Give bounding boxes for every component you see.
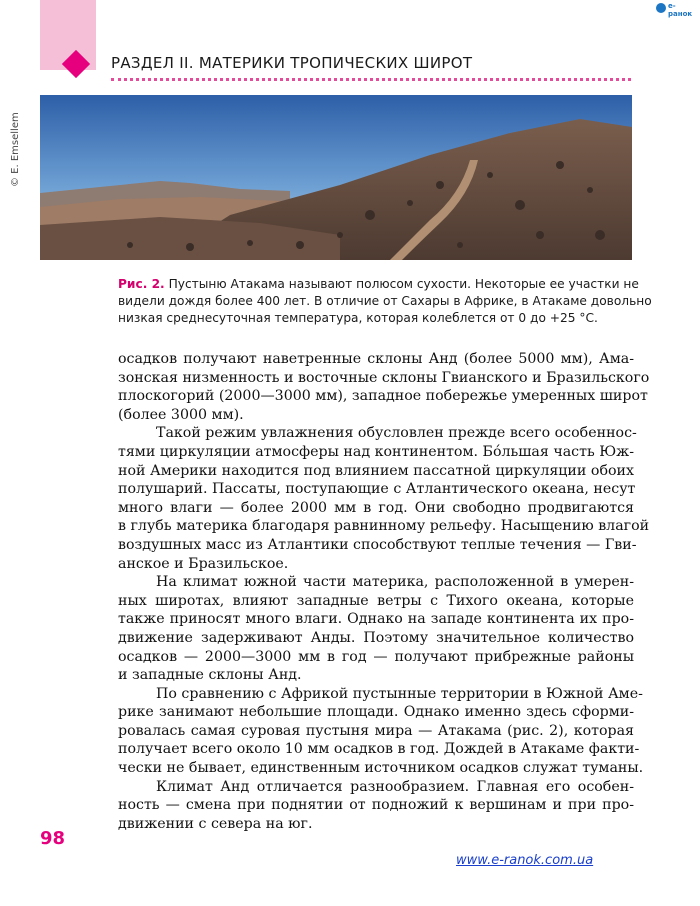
photo-credit: © E. Emsellem bbox=[10, 112, 21, 187]
page-number: 98 bbox=[40, 828, 66, 849]
logo-circle-icon bbox=[656, 3, 666, 13]
text-line: тями циркуляции атмосферы над континентом. Бóльшая часть Юж- bbox=[118, 443, 634, 460]
atacama-photo bbox=[40, 95, 632, 260]
section-title: РАЗДЕЛ II. МАТЕРИКИ ТРОПИЧЕСКИХ ШИРОТ bbox=[111, 54, 473, 72]
text-line: На климат южной части материка, расположенной в умерен- bbox=[156, 574, 634, 591]
text-line: зонская низменность и восточные склоны Гвианского и Бразильского bbox=[118, 369, 650, 386]
text-line: много влаги — более 2000 мм в год. Они свободно продвигаются bbox=[118, 499, 634, 516]
text-line: рике занимают небольшие площади. Однако именно здесь сформи- bbox=[118, 704, 634, 721]
figure-caption bbox=[118, 276, 652, 327]
text-line: ровалась самая суровая пустыня мира — Атакама (рис. 2), которая bbox=[118, 722, 634, 739]
text-line: осадков получают наветренные склоны Анд (более 5000 мм), Ама- bbox=[118, 351, 634, 367]
figure-label: Рис. 2. bbox=[118, 277, 165, 291]
text-line: полушарий. Пассаты, поступающие с Атлантического океана, несут bbox=[118, 481, 636, 498]
text-line: ной Америки находится под влиянием пассатной циркуляции обоих bbox=[118, 462, 634, 479]
main-text bbox=[118, 350, 650, 833]
text-line: движение задерживают Анды. Поэтому значительное количество bbox=[118, 629, 634, 646]
text-line: (более 3000 мм). bbox=[118, 406, 244, 423]
publisher-logo bbox=[656, 2, 693, 18]
caption-text: Пустыню Атакама называют полюсом сухости. Некоторые ее участки не bbox=[168, 277, 639, 291]
text-line: По сравнению с Африкой пустынные территории в Южной Аме- bbox=[156, 685, 643, 702]
text-line: осадков — 2000—3000 мм в год — получают прибрежные районы bbox=[118, 648, 634, 665]
text-line: ность — смена при поднятии от подножий к вершинам и при про- bbox=[118, 797, 634, 814]
text-line: Климат Анд отличается разнообразием. Главная его особен- bbox=[156, 778, 634, 795]
text-line: плоскогорий (2000—3000 мм), западное побережье умеренных широт bbox=[118, 388, 648, 405]
text-line: получает всего около 10 мм осадков в год. Дождей в Атакаме факти- bbox=[118, 741, 640, 758]
header-divider bbox=[111, 78, 631, 81]
caption-line bbox=[118, 276, 639, 293]
website-link[interactable]: www.e-ranok.com.ua bbox=[456, 853, 594, 868]
text-line: ных широтах, влияют западные ветры с Тихого океана, которые bbox=[118, 592, 634, 609]
text-line: и западные склоны Анд. bbox=[118, 667, 302, 684]
caption-line: видели дождя более 400 лет. В отличие от Сахары в Африке, в Атакаме довольно bbox=[118, 294, 652, 308]
desert-landscape-image bbox=[40, 95, 632, 260]
text-line: также приносят много влаги. Однако на западе континента их про- bbox=[118, 611, 634, 628]
caption-line: низкая среднесуточная температура, которая колеблется от 0 до +25 °С. bbox=[118, 311, 598, 325]
text-line: воздушных масс из Атлантики способствуют теплые течения — Гви- bbox=[118, 536, 637, 553]
logo-text: e-ранок bbox=[668, 2, 693, 18]
text-line: в глубь материка благодаря равнинному рельефу. Насыщению влагой bbox=[118, 518, 650, 535]
text-line: анское и Бразильское. bbox=[118, 555, 289, 572]
text-line: Такой режим увлажнения обусловлен прежде всего особеннос- bbox=[156, 425, 637, 442]
text-line: движении с севера на юг. bbox=[118, 815, 313, 832]
text-line: чески не бывает, единственным источником осадков служат туманы. bbox=[118, 760, 644, 777]
